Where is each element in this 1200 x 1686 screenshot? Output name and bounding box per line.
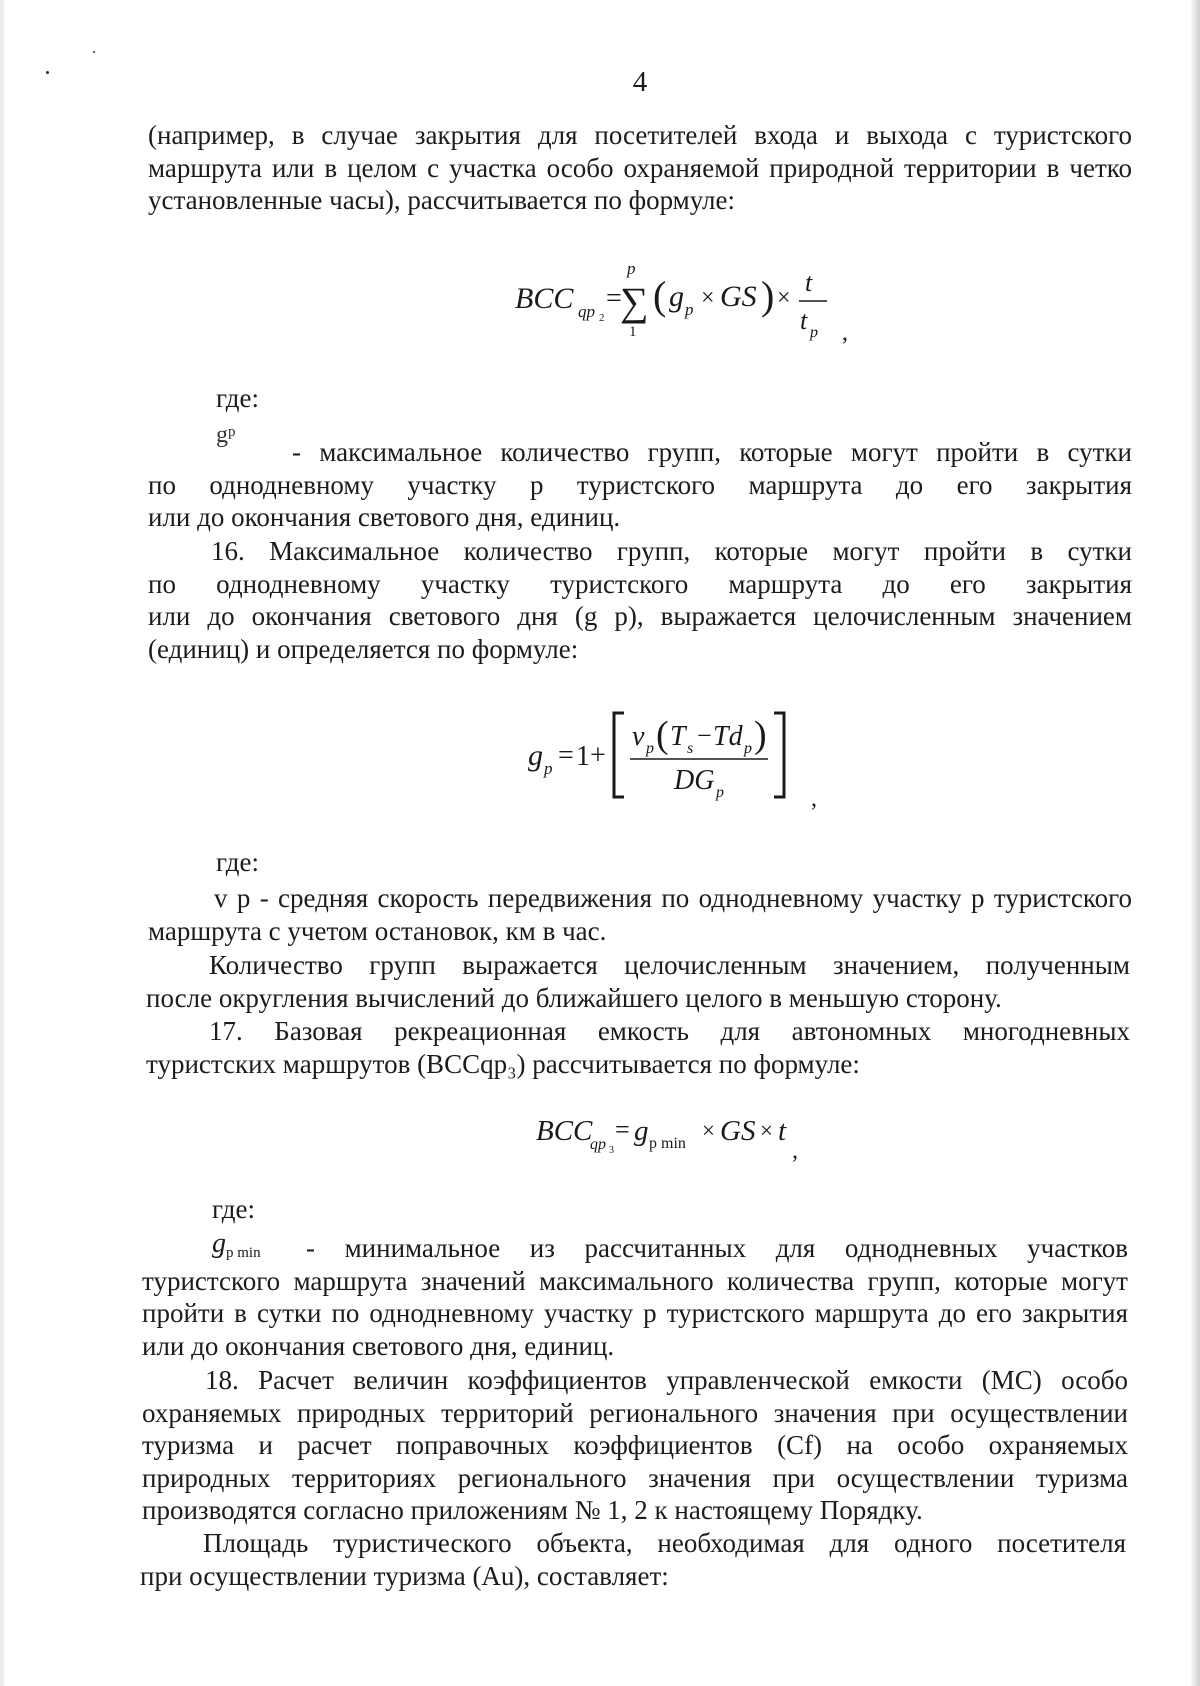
text-line: 17. Базовая рекреационная емкость для автономных многодневных (209, 1016, 1130, 1046)
formula-lhs-subsub: 2 (599, 312, 605, 324)
text-line: туризма и расчет поправочных коэффициентов (Cf) на особо охраняемых (142, 1430, 1128, 1460)
text-line: производятся согласно приложениям № 1, 2 к настоящему Порядку. (142, 1495, 923, 1525)
text-line: природных территориях регионального значения при осуществлении туризма (142, 1462, 1128, 1493)
formula-lhs: BCC (536, 1115, 593, 1147)
numerator-Td-sub: p (744, 740, 752, 757)
formula-times: × (702, 1118, 715, 1143)
text-line: или до окончания светового дня (g p), выражается целочисленным значением (148, 601, 1132, 631)
numerator-T-sub: s (687, 740, 694, 757)
formula-comma: , (842, 320, 848, 346)
numerator-minus: − (697, 721, 712, 750)
text-line: v р - средняя скорость передвижения по однодневному участку р туристского (214, 883, 1132, 913)
paragraph-area (140, 1527, 1126, 1592)
formula-eq: = (606, 283, 622, 314)
text-line: охраняемых природных территорий регионального значения при осуществлении (142, 1397, 1128, 1428)
page-number: 4 (632, 66, 648, 98)
formula-comma: , (792, 1138, 798, 1164)
text-line: (например, в случае закрытия для посетителей входа и выхода с туристского (148, 120, 1132, 150)
sum-upper-limit: p (627, 259, 636, 278)
paragraph-17 (146, 1015, 1130, 1080)
formula-bcc-qp3 (530, 1105, 820, 1165)
gpmin-symbol-sub: р min (226, 1245, 261, 1261)
bracket-left (614, 713, 624, 797)
formula-one: 1 (576, 741, 590, 772)
paren-open: ( (653, 273, 667, 318)
formula-gp (520, 705, 820, 815)
formula-eq: = (558, 740, 574, 771)
paragraph-gp-definition (148, 436, 1132, 534)
formula-lhs-g: g (528, 739, 543, 772)
formula-lhs-sub: p (544, 759, 553, 778)
formula-g-sub: р min (649, 1135, 686, 1152)
formula-times: × (701, 285, 715, 311)
scan-left-edge (0, 0, 4, 1686)
formula-gs: GS (720, 280, 757, 313)
formula-times-2: × (760, 1118, 773, 1143)
formula-plus: + (590, 740, 606, 771)
formula-times-2: × (777, 285, 791, 311)
formula-gs: GS (720, 1115, 756, 1147)
fraction-denominator-sub: p (810, 324, 818, 341)
text-line: туристского маршрута значений максимального количества групп, которые могут (142, 1265, 1128, 1296)
paragraph-gpmin-definition (142, 1232, 1128, 1362)
text-line: после округления вычислений до ближайшего целого в меньшую сторону. (146, 982, 1002, 1013)
gpmin-symbol-g: g (212, 1228, 226, 1259)
gp-symbol-g: g (216, 422, 228, 448)
numerator-Td: Td (713, 721, 743, 752)
where-label: где: (216, 383, 259, 413)
fraction-numerator: t (805, 268, 813, 297)
paren-close: ) (754, 714, 767, 756)
text-line: маршрута с учетом остановок, км в час. (148, 915, 607, 946)
bracket-right (774, 713, 784, 797)
formula-comma: , (811, 786, 817, 812)
text-line: - максимальное количество групп, которые могут пройти в сутки (292, 437, 1132, 467)
text-line: 18. Расчет величин коэффициентов управленческой емкости (МС) особо (205, 1365, 1128, 1395)
numerator-v: v (632, 721, 645, 752)
formula-g: g (634, 1115, 649, 1147)
gp-symbol-sub: p (228, 424, 236, 440)
text-line: или до окончания светового дня, единиц. (142, 1330, 615, 1361)
text-line: 16. Максимальное количество групп, которые могут пройти в сутки (211, 536, 1132, 566)
paragraph-intro (148, 119, 1132, 217)
text-line: или до окончания светового дня, единиц. (148, 502, 621, 532)
paren-open: ( (656, 714, 669, 756)
scan-right-edge (1191, 0, 1200, 1686)
formula-lhs: BCC (515, 282, 574, 315)
paragraph-16 (148, 535, 1132, 665)
fraction-denominator: t (800, 306, 808, 335)
paragraph-18 (142, 1364, 1128, 1527)
numerator-v-sub: p (646, 740, 654, 757)
formula-g-sub: p (685, 300, 694, 319)
text-line: при осуществлении туризма (Au), составляет: (140, 1560, 669, 1591)
formula-lhs-sub: qp (590, 1136, 606, 1153)
text-line: (единиц) и определяется по формуле: (148, 633, 579, 664)
text-line: - минимальное из рассчитанных для однодневных участков (306, 1233, 1128, 1263)
text-line: маршрута или в целом с участка особо охраняемой природной территории в четко (148, 152, 1132, 183)
text-line: по однодневному участку туристского маршрута до его закрытия (148, 568, 1132, 599)
where-label: где: (212, 1194, 255, 1224)
formula-g: g (669, 280, 684, 313)
formula-eq: = (615, 1115, 630, 1144)
paren-close: ) (761, 273, 775, 318)
formula-t: t (778, 1115, 787, 1147)
sum-lower-limit: 1 (629, 324, 637, 340)
text-line: установленные часы), рассчитывается по формуле: (148, 185, 736, 215)
numerator-T: T (670, 721, 686, 752)
paragraph-vp-definition (148, 882, 1132, 947)
denominator-DG: DG (674, 765, 715, 796)
text-line: Количество групп выражается целочисленным значением, полученным (209, 950, 1130, 980)
sum-sign: ∑ (620, 279, 649, 324)
paragraph-groups-rounding (146, 949, 1130, 1014)
formula-lhs-sub: qp (578, 302, 595, 321)
text-line: по однодневному участку р туристского маршрута до его закрытия (148, 469, 1132, 500)
formula-lhs-subsub: 3 (609, 1145, 614, 1156)
scan-speck (93, 51, 95, 53)
text-line: пройти в сутки по однодневному участку р туристского маршрута до его закрытия (142, 1298, 1128, 1328)
formula-bcc-qp2 (505, 258, 845, 378)
denominator-sub: p (716, 784, 724, 801)
where-label: где: (216, 847, 259, 877)
text-line: туристских маршрутов (ВССqp₃) рассчитывается по формуле: (146, 1048, 860, 1079)
text-line: Площадь туристического объекта, необходимая для одного посетителя (203, 1528, 1126, 1558)
